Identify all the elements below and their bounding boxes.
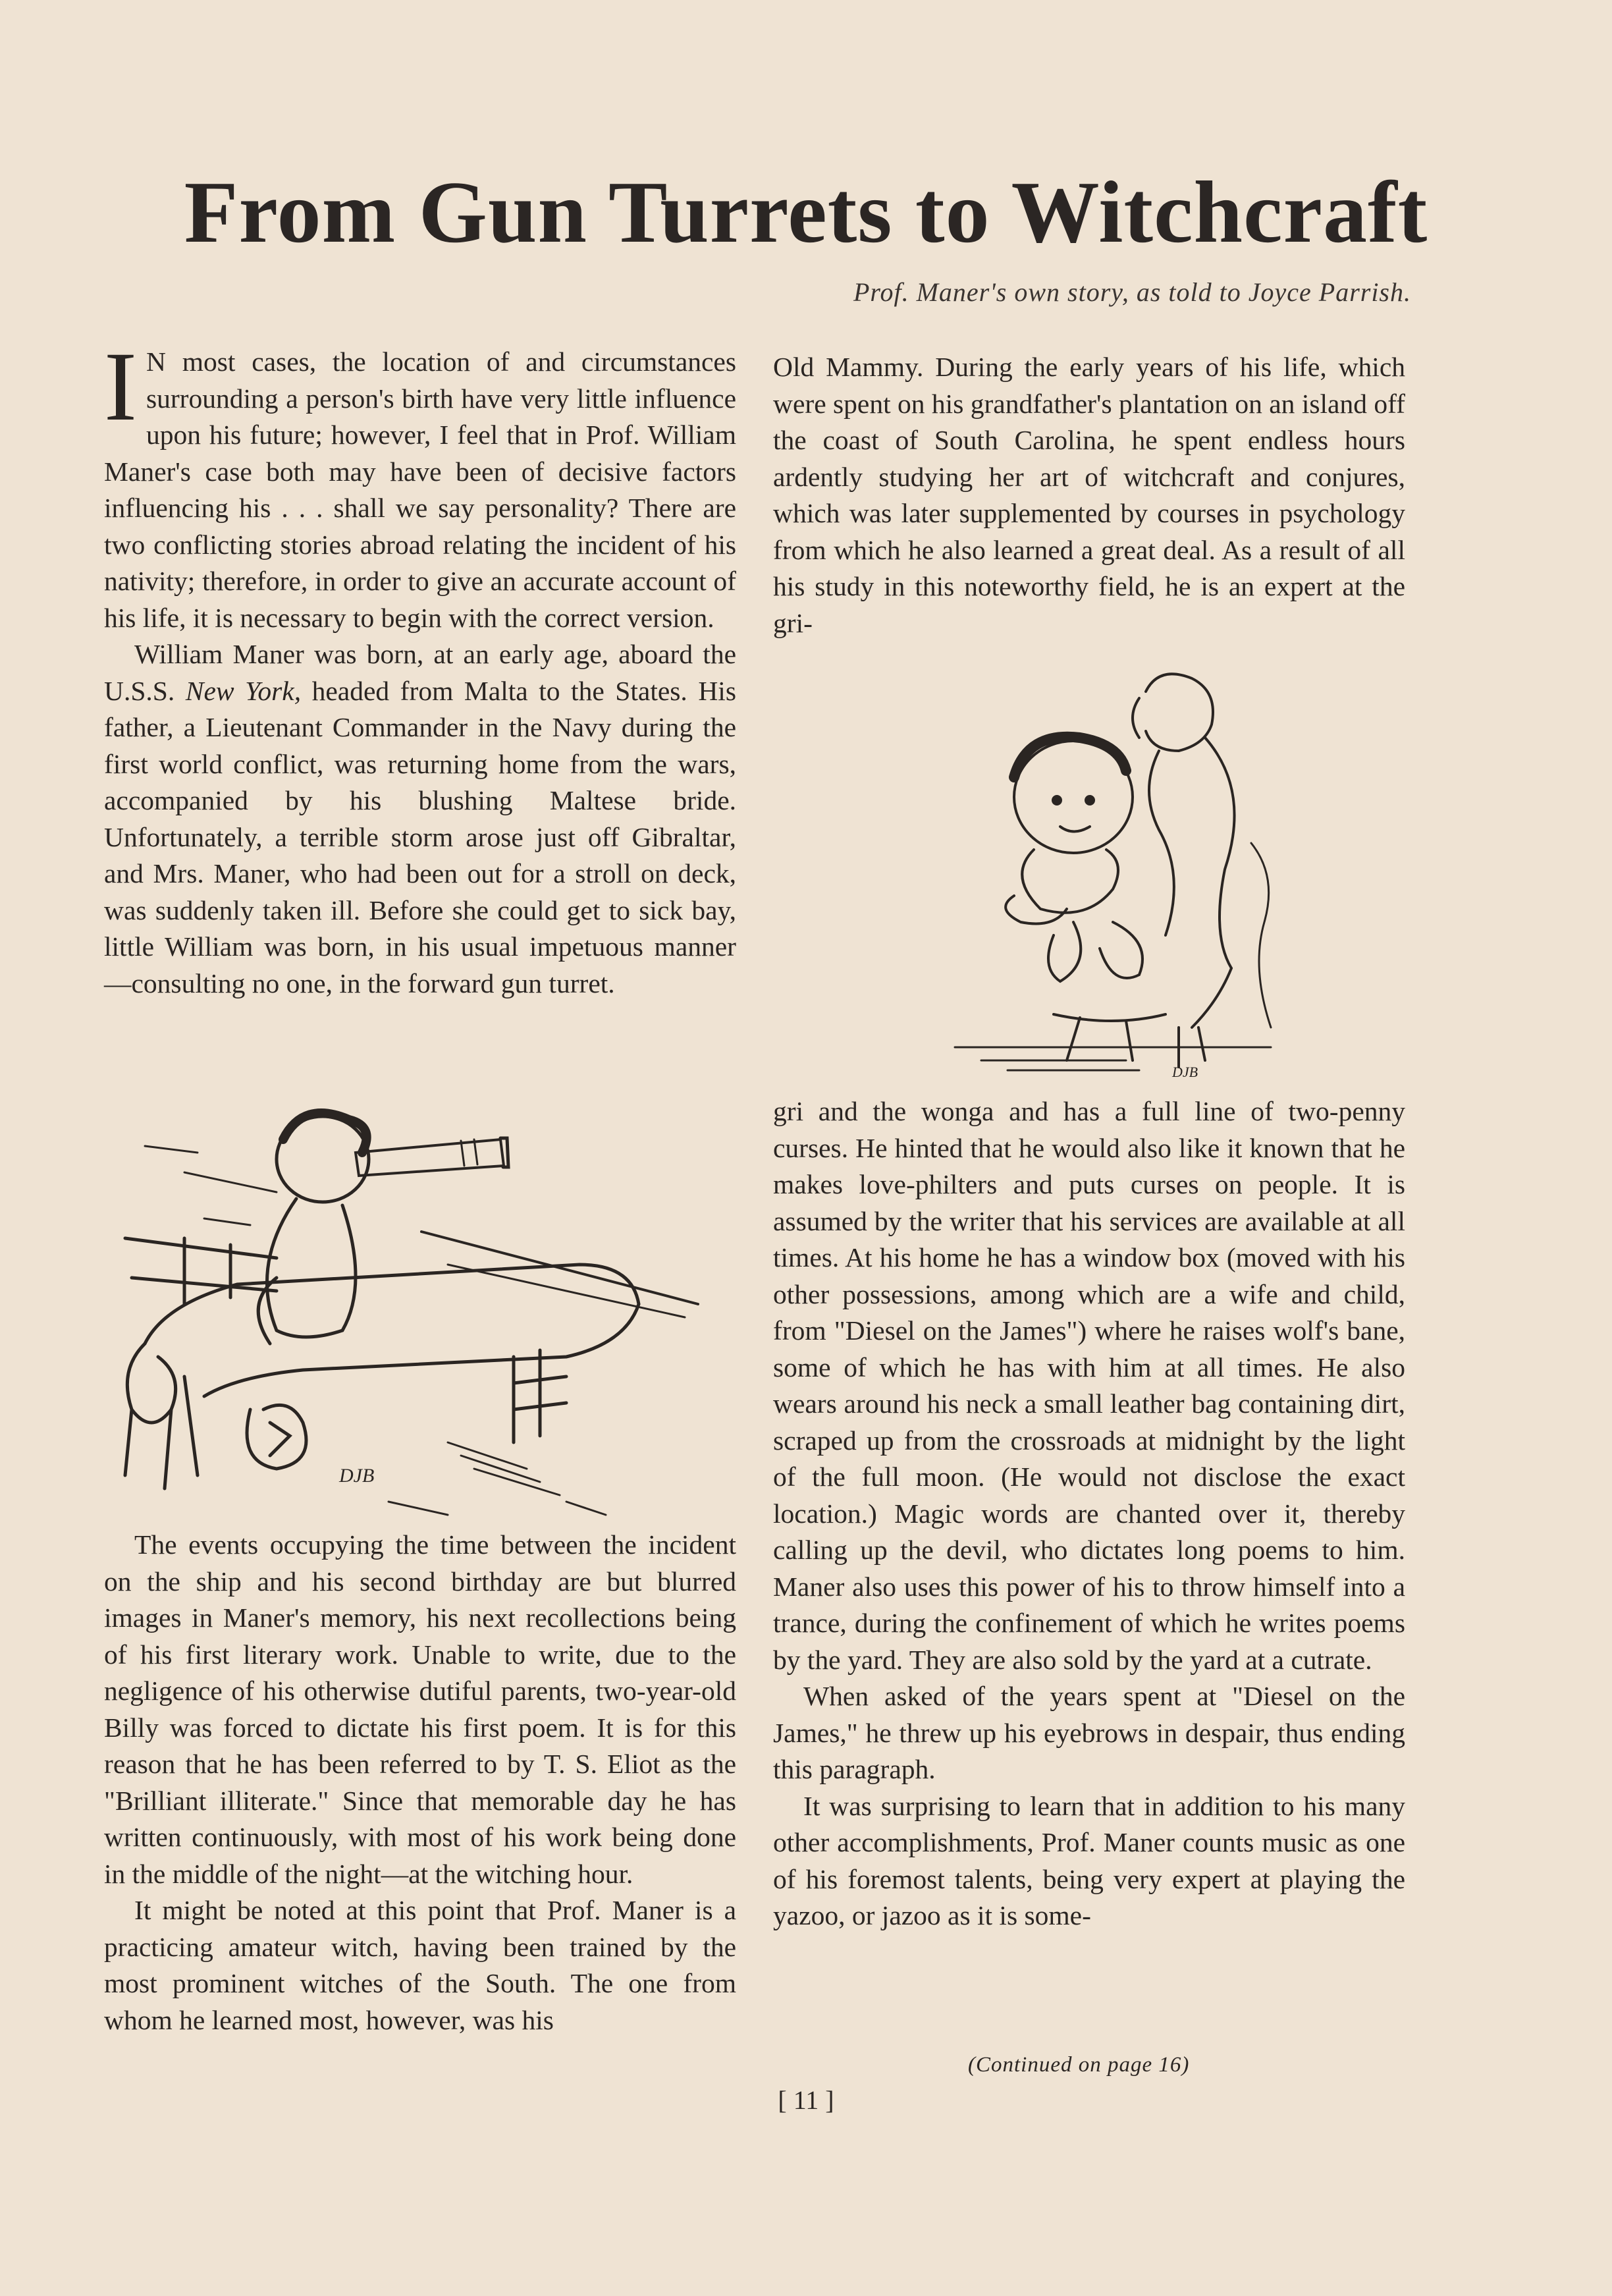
page-number: [ 11 ] [778, 2085, 834, 2115]
mammy-illustration [942, 659, 1284, 1080]
paragraph-5: Old Mammy. During the early years of his life, which were spent on his grandfather's plantation on an island off the coast of South Carolina, he spent endless hours ardently studying her art of witchcraft and conjures, which was later supplemented by courses in psychology from which he also learned a great deal. As a result of all his study in this noteworthy field, he is an expert at the gri- [773, 352, 1405, 638]
paragraph-1 [104, 332, 736, 636]
gun-turret-illustration [105, 1067, 738, 1528]
drop-cap: I [104, 332, 137, 441]
right-illustration-signature: DJB [1172, 1064, 1198, 1080]
paragraph-2: William Maner was born, at an early age, aboard the U.S.S. New York, headed from Malta to the States. His father, a Lieutenant Commander in the Navy during the first world conflict, was returning home from the wars, accompanied by his blushing Maltese bride. Unfortunately, a terrible storm arose just off Gibraltar, and Mrs. Maner, who had been out for a stroll on deck, was suddenly taken ill. Before she could get to sick bay, little William was born, in his usual impetuous manner —consulting no one, in the forward gun turret. [104, 639, 736, 998]
paragraph-1-text: N most cases, the location of and circumstances surrounding a person's birth have very little influence upon his future; however, I feel that in Prof. William Maner's case both may have been of decisive factors influencing his . . . shall we say personality? There are two conflicting stories abroad relating the incident of his nativity; therefore, in order to give an accurate account of his life, it is necessary to begin with the correct version. [104, 346, 736, 633]
paragraph-6: gri and the wonga and has a full line of two-penny curses. He hinted that he would also like it known that he makes love-philters and puts curses on people. It is assumed by the writer that his services are available at all times. At his home he has a window box (moved with his other possessions, among which are a wife and child, from "Diesel on the James") where he raises wolf's bane, some of which he has with him at all times. He also wears around his neck a small leather bag containing dirt, scraped up from the crossroads at midnight by the light of the full moon. (He would not disclose the exact location.) Magic words are chanted over it, thereby calling up the devil, who dictates long poems to him. Maner also uses this power of his to throw himself into a trance, during the confinement of which he writes poems by the yard. They are also sold by the yard at a cutrate. [773, 1096, 1405, 1675]
article-byline: Prof. Maner's own story, as told to Joyce Parrish. [853, 277, 1411, 307]
left-illustration-signature: DJB [339, 1465, 375, 1487]
right-column-bottom [773, 1093, 1405, 1934]
article-title: From Gun Turrets to Witchcraft [184, 163, 1428, 261]
paragraph-3: The events occupying the time between the incident on the ship and his second birthday are but blurred images in Maner's memory, his next recollections being of his first literary work. Unable to write, due to the negligence of his otherwise dutiful parents, two-year-old Billy was forced to dictate his first poem. It is for this reason that he has been referred to by T. S. Eliot as the "Brilliant illiterate." Since that memorable day he has written continuously, with most of his work being done in the middle of the night—at the witching hour. [104, 1529, 736, 1889]
paragraph-8: It was surprising to learn that in addition to his many other accomplishments, Prof. Maner counts music as one of his foremost talents, being very expert at playing the yazoo, or jazoo as it is some- [773, 1790, 1405, 1930]
paragraph-7: When asked of the years spent at "Diesel on the James," he threw up his eyebrows in despair, thus ending this paragraph. [773, 1681, 1405, 1784]
left-column-bottom [104, 1527, 736, 2038]
paragraph-4: It might be noted at this point that Prof. Maner is a practicing amateur witch, having been trained by the most prominent witches of the South. The one from whom he learned most, however, was his [104, 1895, 736, 2035]
left-column-top [104, 332, 736, 1002]
right-column-top [773, 349, 1405, 642]
continued-note: (Continued on page 16) [968, 2053, 1190, 2077]
